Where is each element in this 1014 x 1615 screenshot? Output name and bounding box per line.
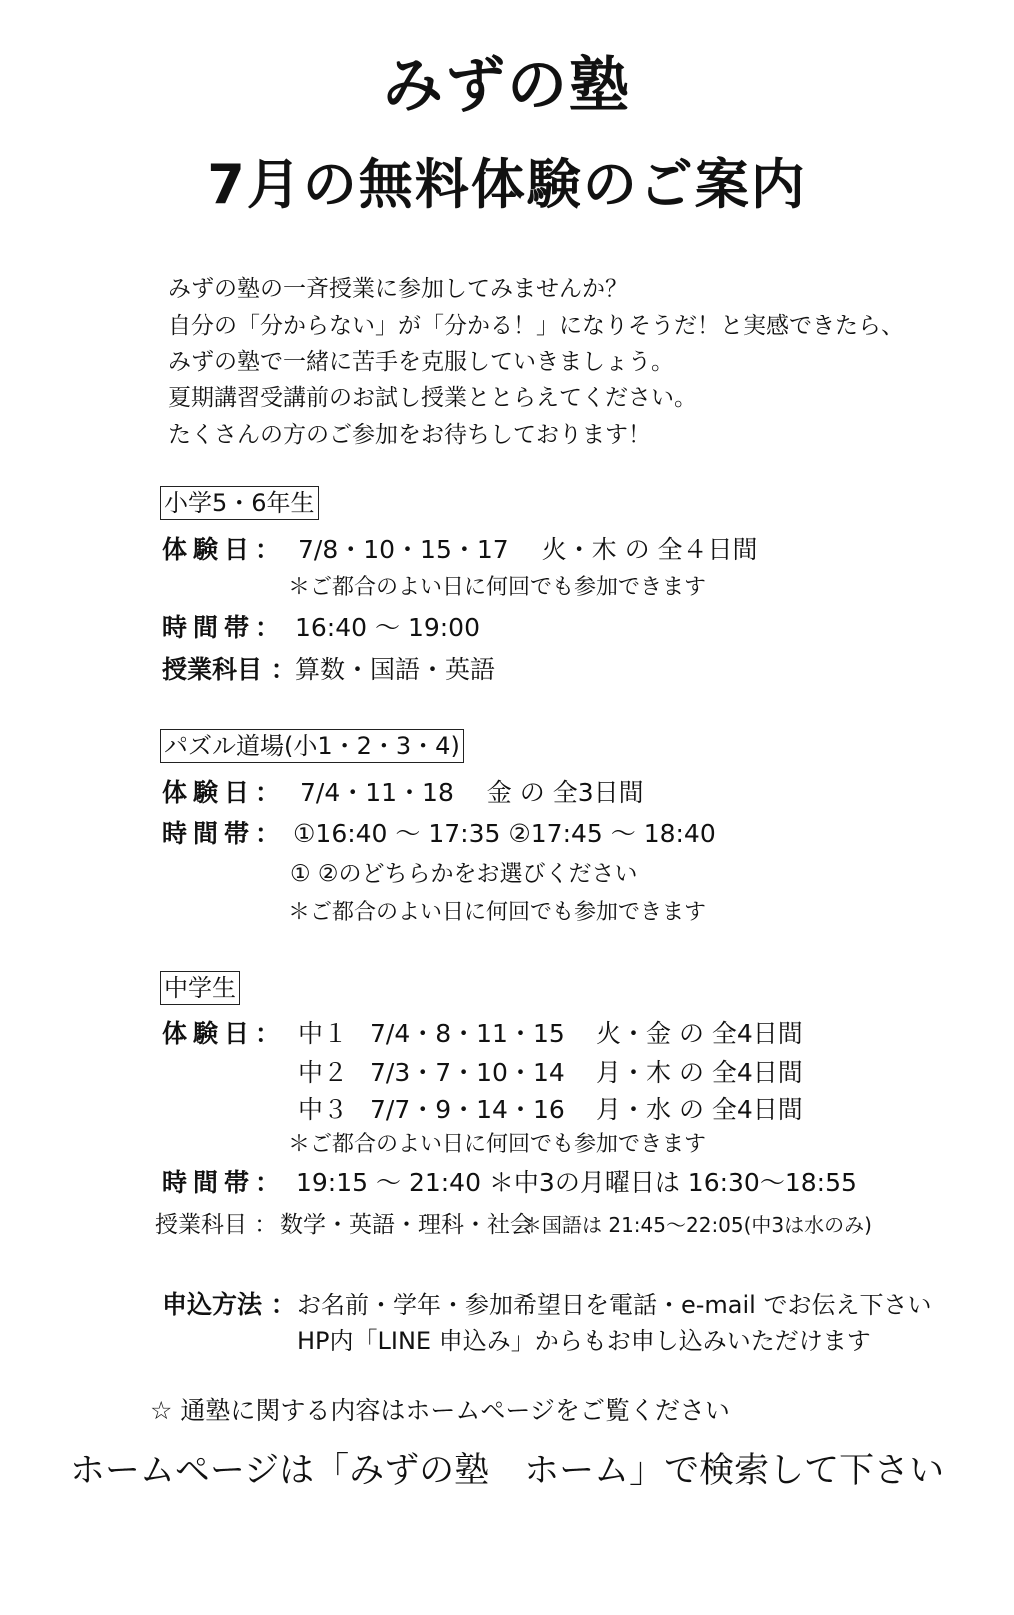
junior-dates: 7/7・9・14・16 — [370, 1095, 565, 1124]
page-title: 7月の無料体験のご案内 — [207, 153, 807, 216]
apply-method-line: お名前・学年・参加希望日を電話・e-mail でお伝え下さい — [297, 1291, 932, 1319]
homepage-note: ☆ 通塾に関する内容はホームページをご覧ください — [150, 1396, 730, 1425]
elementary-subject-label: 授業科目 ： — [162, 655, 296, 684]
junior-grade: 中３ — [298, 1095, 349, 1124]
puzzle-choice-note: ① ②のどちらかをお選びください — [290, 861, 638, 887]
junior-grade: 中１ — [298, 1019, 349, 1048]
puzzle-note: ＊ご都合のよい日に何回でも参加できます — [288, 900, 707, 925]
puzzle-time-label: 時間帯： — [162, 819, 287, 848]
junior-dates: 7/4・8・11・15 — [370, 1019, 565, 1048]
puzzle-date-value: 7/4・11・18 金 の 全3日間 — [300, 778, 644, 807]
elementary-date-label: 体験日： — [162, 535, 287, 564]
intro-line: たくさんの方のご参加をお待ちしております！ — [168, 422, 651, 448]
puzzle-date-label: 体験日： — [162, 778, 287, 807]
junior-subject-label: 授業科目 ： — [155, 1212, 278, 1238]
elementary-time-label: 時間帯： — [162, 613, 287, 642]
junior-dates: 7/3・7・10・14 — [370, 1058, 565, 1087]
junior-subject-note: ＊国語は 21:45～22:05(中3は水のみ) — [522, 1213, 872, 1237]
elementary-date-value: 7/8・10・15・17 火・木 の 全４日間 — [298, 535, 758, 564]
elementary-heading: 小学5・6年生 — [160, 486, 319, 520]
junior-date-label: 体験日： — [162, 1019, 287, 1048]
puzzle-time-value: ①16:40 ～ 17:35 ②17:45 ～ 18:40 — [293, 819, 716, 848]
junior-subject-value: 数学・英語・理科・社会 — [280, 1212, 533, 1238]
intro-line: みずの塾で一緒に苦手を克服していきましょう。 — [168, 349, 674, 375]
intro-line: 自分の「分からない」が「分かる！」になりそうだ！と実感できたら、 — [168, 313, 904, 339]
elementary-note: ＊ご都合のよい日に何回でも参加できます — [288, 575, 707, 600]
apply-line-line: HP内「LINE 申込み」からもお申し込みいただけます — [297, 1327, 871, 1355]
junior-days: 月・木 の 全4日間 — [596, 1058, 803, 1087]
junior-time-value: 19:15 ～ 21:40 ＊中3の月曜日は 16:30～18:55 — [296, 1168, 857, 1197]
school-name-title: みずの塾 — [383, 51, 631, 121]
elementary-subject-value: 算数・国語・英語 — [295, 655, 496, 684]
intro-line: みずの塾の一斉授業に参加してみませんか？ — [168, 276, 628, 302]
junior-grade: 中２ — [298, 1058, 349, 1087]
junior-days: 月・水 の 全4日間 — [596, 1095, 803, 1124]
homepage-search-note: ホームページは「みずの塾 ホーム」で検索して下さい — [69, 1451, 945, 1491]
junior-note: ＊ご都合のよい日に何回でも参加できます — [288, 1132, 707, 1157]
elementary-time-value: 16:40 ～ 19:00 — [295, 613, 480, 642]
intro-line: 夏期講習受講前のお試し授業ととらえてください。 — [168, 385, 697, 411]
junior-days: 火・金 の 全4日間 — [596, 1019, 803, 1048]
apply-label: 申込方法 ： — [162, 1290, 296, 1319]
junior-heading: 中学生 — [160, 971, 240, 1005]
junior-time-label: 時間帯： — [162, 1168, 287, 1197]
puzzle-heading: パズル道場(小1・2・3・4) — [160, 729, 464, 763]
